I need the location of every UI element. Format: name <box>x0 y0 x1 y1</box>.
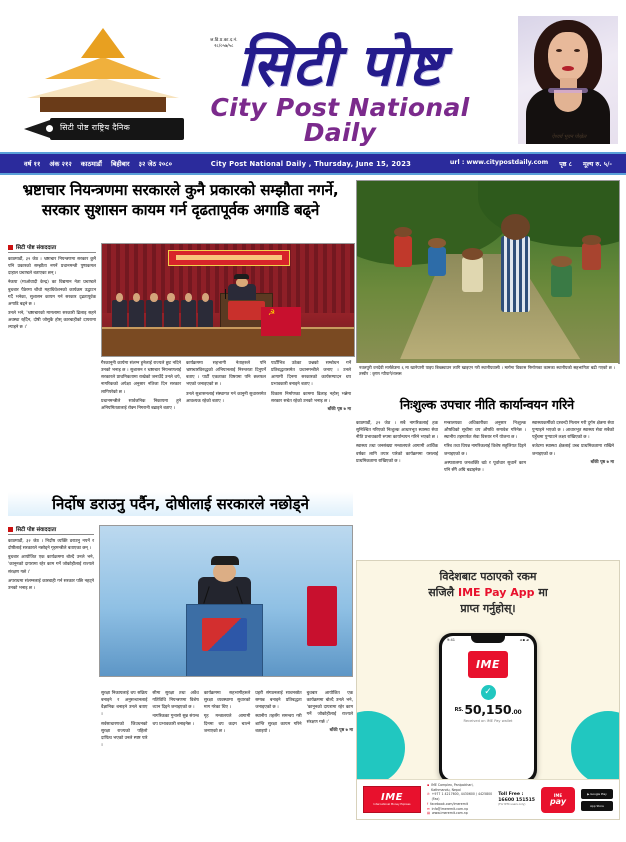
podium-speech-photo <box>99 525 353 677</box>
contact-website[interactable]: www.imeremit.com.np <box>432 811 468 816</box>
story3-endmark: बाँकी पृष्ठ ७ मा <box>329 727 354 733</box>
website-url[interactable]: url : www.citypostdaily.com <box>449 159 549 166</box>
paragraph: कार्यक्रममा सहभागीहरुले सुरक्षा व्यवस्थामा सुधारको माग गरेका थिए । <box>203 691 251 711</box>
lead-headline-line1: भ्रष्टाचार नियन्त्रणमा सरकारले कुनै प्रकारको सम्झौता नगर्ने, <box>22 181 339 199</box>
contact-address: IME Complex, Panipokhari, Kathmandu, Nepal <box>431 782 474 792</box>
location-pin-icon: ▪ <box>427 782 430 787</box>
decor-circle-left <box>356 711 405 785</box>
party-flag-icon <box>261 307 301 336</box>
paragraph: उनले सुशासनलाई संस्थागत गर्न कानुनी सुधारसमेत आवश्यक रहेको बताए । <box>186 391 266 404</box>
contact-email[interactable]: info@imeremit.com.np <box>431 806 469 811</box>
app-store-badge[interactable]: App Store <box>581 801 613 811</box>
paragraph: प्रहरी संगठनलाई साधनस्रोत सम्पन्न बनाइने प्रतिबद्धता जनाइएको छ । <box>255 691 302 711</box>
amount-value: 50,150 <box>464 701 512 717</box>
story3-col2-text <box>101 690 147 751</box>
paragraph: पार्टीभित्र उठेका प्रश्नको सम्बोधन गर्ने प्रतिबद्धतासमेत प्रधानमन्त्रीले जनाए । उनले आगामी दिनमा सरकारको कार्यसम्पादन थप प्रभावकारी बनाइने बताए । <box>271 361 351 388</box>
masthead <box>0 0 626 152</box>
tollfree-label: Toll Free : <box>498 792 524 798</box>
page-count: पृष्ठ ८ <box>559 161 572 168</box>
app-store-badges <box>581 789 613 811</box>
paragraph: उनले भने, 'भ्रष्टाचारको मामलामा सरकारी ढिलाइ सहने अवस्था रहँदैन, दोषी जोसुकै होस् कारबाहीको दायरामा ल्याइने छ ।' <box>8 310 96 331</box>
pen-nib-icon <box>24 116 184 142</box>
received-label: Received on IME Pay wallet <box>463 718 513 723</box>
paragraph: गरिब तथा विपन्न नागरिकलाई विशेष सहुलियत दिइने जनाइएको छ । <box>444 444 526 457</box>
story3-photo-block <box>99 525 353 677</box>
tollfree-block <box>498 792 535 806</box>
lead-headline-line2: सरकार सुशासन कायम गर्न दृढतापूर्वक अगाडि बढ्ने <box>41 201 320 220</box>
issue-number: अंक २१२ <box>49 160 72 168</box>
ime-pay-logo <box>541 787 575 813</box>
paragraph: प्रधानमन्त्रीले सार्वजनिक निकायमा हुने अनियमिततालाई रोक्न निगरानी बढाइने बताए । <box>101 398 181 411</box>
paragraph: विकास निर्माणका काममा ढिलाइ नहोस् भन्नेमा सरकार सचेत रहेको उनको भनाइ छ । <box>271 391 351 404</box>
title-block <box>180 22 500 148</box>
paragraph: अपराधमा संलग्नलाई कारबाही गर्न सरकार पछि नहट्ने उनको भनाइ छ । <box>8 578 94 591</box>
status-time: 9:41 <box>447 637 456 642</box>
paragraph: काठमाडौं, ३२ जेठ । निर्दोष व्यक्ति डराउनु नपर्ने र दोषीलाई सरकारले नछोड्ने गृहमन्त्रीले बताएका छन् । <box>8 539 94 552</box>
lead-kicker-label: सिटी पोष्ट संवाददाता <box>16 245 57 251</box>
paragraph: काठमाडौं, ३२ जेठ । सबै नागरिकलाई हक सुनिश्चित गरिएको निःशुल्क आधारभूत स्वास्थ्य सेवा नीति प्रभावकारी रुपमा कार्यान्वयन गरिने भएको छ । <box>356 421 439 441</box>
paragraph: स्थानीय तहसँग समन्वय गरी शान्ति सुरक्षा कायम गरिने बताइयो । <box>255 714 302 734</box>
newspaper-logo <box>18 28 188 143</box>
lead-kicker <box>8 243 96 253</box>
success-check-icon: ✓ <box>481 685 496 700</box>
ad-line-3: प्राप्त गर्नुहोस्। <box>460 601 516 615</box>
contact-phone: +977 1 4217600, 4430600 / 4425800 (Fax) <box>431 792 493 802</box>
phone-notch <box>471 636 505 643</box>
weekday-nepali: बिहीबार <box>110 160 130 168</box>
stage-banner <box>168 250 291 267</box>
decor-circle-right <box>571 711 620 785</box>
ad-headline <box>357 561 619 617</box>
paragraph: गृह मन्त्रालयले आगामी दिनमा थप कदम चाल्ने जनाएको छ । <box>203 714 251 734</box>
story2-body <box>356 420 618 476</box>
tollfree-number: 16600 151515 <box>498 797 535 803</box>
info-bar-right <box>450 159 626 168</box>
paragraph: गैरकानूनी कार्यमा संलग्न हुनेलाई राज्यले छुट नदिने उनको भनाइ छ । सुशासन र भ्रष्टाचार नियन्त्रणलाई सरकारले प्राथमिकतामा राखेको जनाउँदै उनले थपे, नागरिकको अपेक्षा अनुसार नतिजा दिन सरकार लागिपरेको छ । <box>101 361 181 395</box>
story3-kicker <box>8 525 94 535</box>
ad-line-1: विदेशबाट पठाएको रकम <box>439 570 537 583</box>
forest-trail-photo <box>356 180 620 364</box>
lead-col1-text <box>8 256 96 331</box>
paragraph: स्वास्थ्य तथा जनसंख्या मन्त्रालयले आगामी आर्थिक वर्षका लागि तयार पारेको कार्यक्रममा यसलाई प्राथमिकतामा राखिएको छ । <box>356 444 438 464</box>
lead-col2-text <box>101 360 181 414</box>
story3-col4-text <box>204 690 250 751</box>
ime-pay-top: IME <box>553 792 563 798</box>
ime-pay-advertisement[interactable] <box>356 560 620 820</box>
paragraph: बुधबार आयोजित एक कार्यक्रममा बोल्दै उनले भने, 'कानूनको दायरामा रहेर काम गर्ने जोकोहीलाई राज्यले संरक्षण गर्छ ।' <box>8 555 94 575</box>
received-amount <box>442 702 534 717</box>
pagoda-icon <box>18 28 188 118</box>
ime-logo-name: IME <box>380 791 403 803</box>
bullet-square-icon <box>8 527 13 532</box>
paragraph: कार्यक्रममा सहभागी नेताहरुले पनि भ्रष्टाचारविरुद्धको अभियानलाई निरन्तरता दिनुपर्ने बताए । पार्टी एकताका विषयमा पनि छलफल भएको जनाइएको छ । <box>186 361 266 388</box>
place-name: काठमाडौं <box>80 160 102 168</box>
ime-logo-sub: International Money Express <box>373 802 411 806</box>
lead-col3-text <box>186 360 266 414</box>
ime-pay-bottom: pay <box>549 796 567 806</box>
lead-endmark: बाँकी पृष्ठ ७ मा <box>327 406 351 412</box>
ime-app-badge: IME <box>468 651 508 678</box>
english-date-line: City Post National Daily , Thursday, June 15, 2023 <box>210 159 412 168</box>
story2-headline: निःशुल्क उपचार नीति कार्यान्वयन गरिने <box>399 397 575 412</box>
paragraph: बजेटमा स्वास्थ्य क्षेत्रलाई उच्च प्राथमिकतामा राखिने जनाइएको छ । <box>532 444 614 457</box>
story2-endmark: बाँकी पृष्ठ ७ मा <box>590 459 614 465</box>
lead-column-1 <box>8 243 96 414</box>
nepali-date: ३२ जेठ २०८० <box>138 160 172 168</box>
story3-col6-text <box>307 690 353 751</box>
ad-contact-list <box>427 783 492 817</box>
person-figure <box>551 265 572 298</box>
ad-line2-pre: सजिलै <box>428 585 458 599</box>
lead-right-block <box>101 243 353 414</box>
globe-icon: ▤ <box>427 811 431 816</box>
story3-kicker-label: सिटी पोष्ट संवाददाता <box>16 527 57 533</box>
phone-screen <box>442 636 534 780</box>
ad-line2-post: मा <box>534 585 548 599</box>
story3-headline: निर्दोष डराउनु पर्दैन, दोषीलाई सरकारले नछोड्ने <box>8 492 353 516</box>
phone-icon: ✆ <box>427 792 430 797</box>
nepali-masthead-title: सिटी पोष्ट <box>237 31 443 99</box>
email-icon: ✉ <box>427 806 430 811</box>
info-bar <box>0 152 626 175</box>
forest-photo-caption-wrap <box>356 363 618 380</box>
model-signature: ऐश्वर्य भुवन पोख्रेल <box>551 134 587 140</box>
paragraph: नागरिकका गुनासो सुन्न संयन्त्र थप प्रभावकारी बनाइनेछ । <box>152 714 199 727</box>
story3-body <box>8 525 353 677</box>
contact-facebook[interactable]: facebook.com/imeremit <box>430 801 468 806</box>
paragraph: काठमाडौं, ३२ जेठ । भ्रष्टाचार नियन्त्रणमा सरकार कुनै पनि प्रकारको सम्झौता नगर्ने प्रधानमन्त्री पुष्पकमल दाहाल प्रचण्डले बताएका छन् । <box>8 257 96 277</box>
story2-col1-text <box>356 420 438 476</box>
registration-number: ज.डि.प्र.का.द.नं. २८/०५७/५८ <box>210 38 238 50</box>
phone-mockup <box>439 633 537 783</box>
story3-col5-text <box>255 690 301 751</box>
paragraph: मन्त्रालयका अधिकारीका अनुसार निःशुल्क औषधिको सूचीमा थप औषधि समावेश गरिनेछ । स्थानीय तहमार्फत सेवा विस्तार गर्ने योजना छ । <box>444 421 526 441</box>
lead-headline <box>8 180 353 220</box>
seated-delegates <box>112 300 213 329</box>
story3-col3-text <box>152 690 198 751</box>
ad-brand-highlight: IME Pay App <box>457 585 535 599</box>
amount-decimals: .00 <box>511 708 522 716</box>
story2-col3-text <box>532 420 614 476</box>
ad-line-2 <box>367 585 609 601</box>
ad-footer <box>357 779 619 819</box>
paragraph: नेकपा (माओवादी केन्द्र) का विद्यमान नेता प्रचण्डले बुधबार पैठेरमा चौथो महाधिवेशनको कार्यक्रम उद्घाटन गर्दै भनेका, सुशासन कायम गर्न सरकार दृढतापूर्वक अगाडि बढ्ने छ । <box>8 280 96 307</box>
story3-col1-text <box>8 538 94 592</box>
google-play-badge[interactable]: ▶ Google Play <box>581 789 613 799</box>
person-figure <box>428 247 446 276</box>
volume-year: वर्ष ११ <box>24 160 41 168</box>
logo-caption: सिटी पोष्ट राष्ट्रिय दैनिक <box>60 123 131 132</box>
forest-photo-caption: नवलपुरी वनदेवी मार्गछेउमा ६ मा खानेपानी पाइप बिच्छ्याउन लागि खाइएन गरी स्थानीयवासी । मार्गमा विकास निर्माणका कामका स्थानीयको सहभागिता बढी गएको छ । तस्वीर : कृष्ण न्यौपाने/रासस <box>356 363 618 380</box>
info-bar-left <box>0 159 172 168</box>
paragraph: अस्पतालमा जनशक्ति थप्ने र पूर्वाधार सुधार्ने काम पनि सँगै अघि बढाइनेछ । <box>444 460 526 473</box>
paragraph: सीमा सुरक्षा तथा अवैध गतिविधि नियन्त्रणमा विशेष ध्यान दिइने जनाइएको छ । <box>152 691 199 711</box>
facebook-icon[interactable]: f <box>427 801 429 806</box>
paragraph: सुरक्षा निकायलाई थप सक्रिय बनाइने र अनुसन्धानलाई वैज्ञानिक बनाइने उनले बताए । <box>101 691 148 718</box>
paragraph: स्वास्थ्यकर्मीको दरबन्दी मिलान गरी दुर्गम क्षेत्रमा सेवा पुर्‍याइने भएको छ । आधारभूत स्वास्थ्य सेवा सबैको पहुँचमा पुर्‍याउने लक्ष्य राखिएको छ । <box>532 421 614 441</box>
tollfree-note: (For NTC users only) <box>498 802 526 807</box>
model-photo <box>518 16 618 144</box>
person-figure <box>462 257 483 292</box>
story2-col2-text <box>444 420 526 476</box>
currency-label: RS. <box>454 707 464 713</box>
press-meet-photo <box>101 243 355 357</box>
status-icons: ◂ ▪ ▰ <box>519 637 529 642</box>
person-figure <box>394 236 412 267</box>
paragraph: बुधबार आयोजित एक कार्यक्रममा बोल्दै उनले भने, 'कानूनको दायरामा रहेर काम गर्ने जोकोहीलाई राज्यले संरक्षण गर्छ ।' <box>306 691 354 725</box>
lead-col4-text <box>271 360 351 414</box>
national-flag-icon <box>307 586 337 646</box>
story3-column-1 <box>8 525 94 677</box>
english-masthead-title: City Post National Daily <box>210 93 470 148</box>
person-figure <box>582 243 600 270</box>
person-foreground <box>501 236 530 312</box>
bullet-square-icon <box>8 245 13 250</box>
story3-lower-columns <box>101 690 353 751</box>
ime-logo <box>363 786 421 813</box>
paragraph: सर्वसाधारणको जिउधनको सुरक्षा राज्यको पहिलो दायित्व भएको उनले स्पष्ट पारे । <box>101 721 148 748</box>
price: मूल्य रु. ५/- <box>582 161 612 168</box>
lead-story-body <box>8 243 353 414</box>
